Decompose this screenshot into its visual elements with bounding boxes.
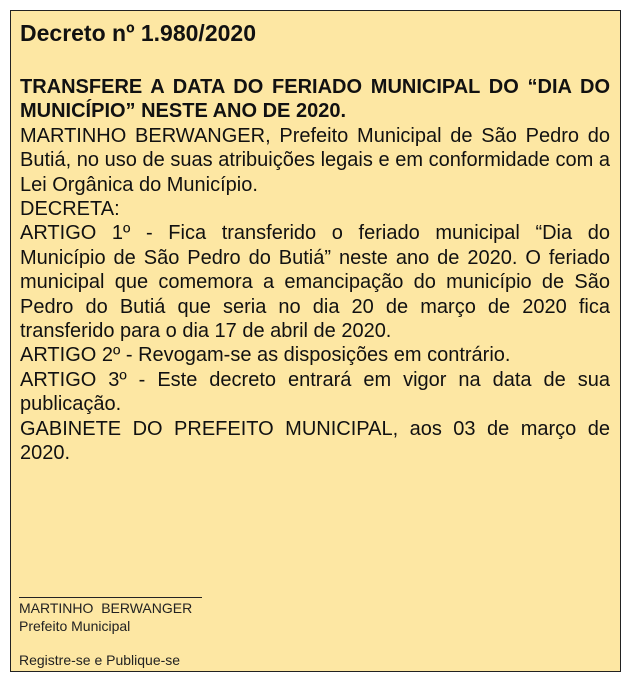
decree-notice — [10, 10, 621, 672]
preamble: MARTINHO BERWANGER, Prefeito Municipal de São Pedro do Butiá, no uso de suas atribuições legais e em conformidade com a Lei Orgânica do Município. — [20, 124, 610, 196]
footer-note: Registre-se e Publique-se — [19, 652, 181, 668]
signature-name: MARTINHO BERWANGER — [19, 600, 193, 616]
decreta-label: DECRETA: — [20, 198, 120, 221]
closing: GABINETE DO PREFEITO MUNICIPAL, aos 03 de março de 2020. — [20, 417, 610, 465]
decree-title: Decreto nº 1.980/2020 — [20, 20, 256, 46]
article-3: ARTIGO 3º - Este decreto entrará em vigor na data de sua publicação. — [20, 368, 610, 416]
article-1: ARTIGO 1º - Fica transferido o feriado municipal “Dia do Município de São Pedro do Butiá” neste ano de 2020. O feriado municipal que comemora a emancipação do município de São Pedro do Butiá que seria no dia 20 de março de 2020 fica transferido para o dia 17 de abril de 2020. — [20, 222, 610, 343]
article-2: ARTIGO 2º - Revogam-se as disposições em contrário. — [20, 344, 511, 367]
signature-line — [19, 597, 202, 598]
signature-block — [19, 599, 192, 635]
decree-body — [20, 75, 610, 466]
signature-role: Prefeito Municipal — [19, 618, 131, 634]
decree-heading: TRANSFERE A DATA DO FERIADO MUNICIPAL DO “DIA DO MUNICÍPIO” NESTE ANO DE 2020. — [20, 76, 610, 123]
